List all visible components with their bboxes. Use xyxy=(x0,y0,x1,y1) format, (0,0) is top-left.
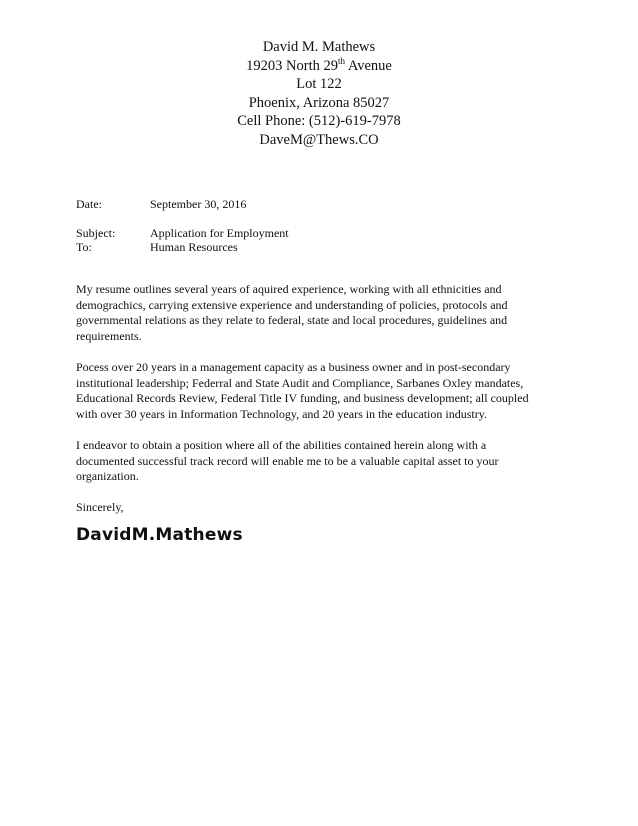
date-block xyxy=(76,197,246,211)
recipient-value: Human Resources xyxy=(150,240,238,254)
subject-row xyxy=(76,226,289,240)
sender-street-address xyxy=(0,57,638,76)
date-value: September 30, 2016 xyxy=(150,197,247,211)
paragraph-line: Pocess over 20 years in a management capacity as a business owner and in post-secondary xyxy=(76,359,511,374)
recipient-label: To: xyxy=(76,240,92,254)
signature: DavidM.Mathews xyxy=(76,525,243,545)
recipient-row xyxy=(76,240,289,254)
paragraph-line: institutional leadership; Federral and State Audit and Compliance, Sarbanes Oxley mandates, xyxy=(76,375,524,390)
paragraph-line: demograchics, carrying extensive experience and understanding of policies, protocols and xyxy=(76,297,508,312)
paragraph-line: with over 30 years in Information Technology, and 20 years in the education industry. xyxy=(76,406,487,421)
subject-block xyxy=(76,226,289,254)
paragraph-line: Educational Records Review, Federal Title IV funding, and business development; all coupled xyxy=(76,391,529,406)
paragraph-line: My resume outlines several years of aquired experience, working with all ethnicities and xyxy=(76,282,502,296)
sender-city: Phoenix, Arizona 85027 xyxy=(248,94,390,111)
paragraph-line: governmental relations as they relate to federal, state and local procedures, guidelines and xyxy=(76,313,508,328)
street-suffix: Avenue xyxy=(345,57,392,74)
letterhead xyxy=(0,38,638,149)
street-number: 19203 North 29 xyxy=(246,57,338,74)
paragraph-experience xyxy=(76,282,546,344)
paragraph-line: I endeavor to obtain a position where all of the abilities contained herein along with a xyxy=(76,437,487,452)
paragraph-line: organization. xyxy=(76,469,139,484)
subject-value: Application for Employment xyxy=(150,226,289,240)
paragraph-line: documented successful track record will enable me to be a valuable capital asset to your xyxy=(76,453,499,468)
sender-phone: Cell Phone: (512)-619-7978 xyxy=(237,113,401,129)
paragraph-objective xyxy=(76,438,546,485)
sender-email: DaveM@Thews.CO xyxy=(259,131,379,148)
sender-name: David M. Mathews xyxy=(262,39,376,55)
ordinal-suffix: th xyxy=(337,55,345,66)
closing: Sincerely, xyxy=(76,500,124,515)
date-label: Date: xyxy=(76,197,102,211)
letter-body xyxy=(76,282,546,532)
paragraph-line: requirements. xyxy=(76,328,142,343)
date-row xyxy=(76,197,246,211)
sender-lot: Lot 122 xyxy=(296,76,342,92)
subject-label: Subject: xyxy=(76,226,116,240)
paragraph-management xyxy=(76,360,546,422)
